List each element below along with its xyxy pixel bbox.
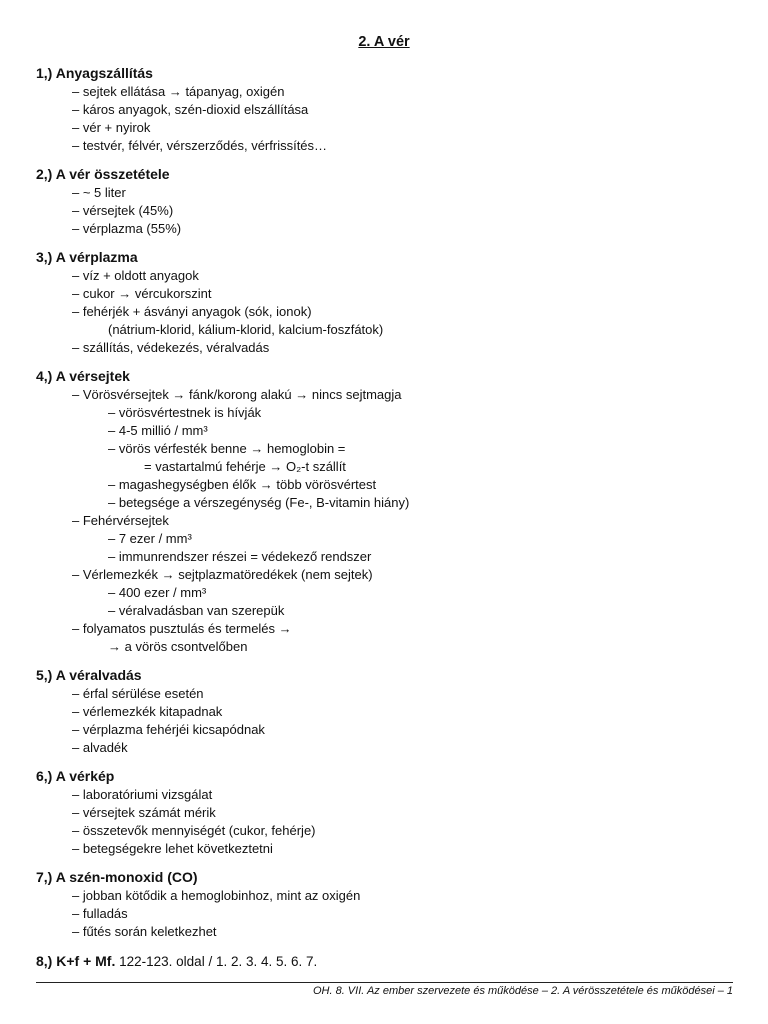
- list-item: – szállítás, védekezés, véralvadás: [72, 340, 270, 355]
- reference-line: [36, 951, 736, 971]
- list-item: – vérplazma fehérjéi kicsapódnak: [72, 722, 265, 737]
- list-item: – vér + nyirok: [72, 120, 151, 135]
- footer-divider: [36, 982, 733, 983]
- list-item: – alvadék: [72, 740, 128, 755]
- list-item: – immunrendszer részei = védekező rendszer: [108, 549, 372, 564]
- list-item: – vérsejtek (45%): [72, 203, 174, 218]
- section-spacer: [36, 858, 736, 868]
- section-heading: 3,) A vérplazma: [36, 249, 138, 265]
- list-item: – vérsejtek számát mérik: [72, 805, 216, 820]
- section-heading: 7,) A szén-monoxid (CO): [36, 869, 198, 885]
- list-item: – Vérlemezkék → sejtplazmatöredékek (nem sejtek): [72, 567, 373, 582]
- section-2: [36, 165, 736, 248]
- page-footer: OH. 8. VII. Az ember szervezete és működése – 2. A vérösszetétele és működései – 1: [312, 985, 733, 997]
- list-item: – víz + oldott anyagok: [72, 268, 199, 283]
- section-heading: 4,) A vérsejtek: [36, 368, 130, 384]
- list-item: – káros anyagok, szén-dioxid elszállítása: [72, 102, 309, 117]
- list-item: – Fehérvérsejtek: [72, 513, 169, 528]
- list-item: – véralvadásban van szerepük: [108, 603, 285, 618]
- list-item: – vérplazma (55%): [72, 221, 182, 236]
- section-3: [36, 248, 736, 367]
- section-spacer: [36, 757, 736, 767]
- list-item: – sejtek ellátása → tápanyag, oxigén: [72, 84, 285, 99]
- list-item: – cukor → vércukorszint: [72, 286, 212, 301]
- section-spacer: [36, 155, 736, 165]
- section-5: [36, 666, 736, 767]
- list-item: – érfal sérülése esetén: [72, 686, 204, 701]
- section-heading: 2,) A vér összetétele: [36, 166, 170, 182]
- section-7: [36, 868, 736, 951]
- page-title: 2. A vér: [358, 34, 410, 50]
- section-spacer: [36, 238, 736, 248]
- list-item: – magashegységben élők → több vörösvértest: [108, 477, 377, 492]
- list-item: – betegsége a vérszegénység (Fe-, B-vitamin hiány): [108, 495, 410, 510]
- list-item: → a vörös csontvelőben: [108, 639, 248, 654]
- list-item: – 400 ezer / mm³: [108, 585, 207, 600]
- section-4: [36, 367, 736, 666]
- list-item: – folyamatos pusztulás és termelés →: [72, 621, 292, 636]
- list-item: – ~ 5 liter: [72, 185, 126, 200]
- list-item: (nátrium-klorid, kálium-klorid, kalcium-foszfátok): [108, 322, 384, 337]
- section-heading: 5,) A véralvadás: [36, 667, 142, 683]
- list-item: – testvér, félvér, vérszerződés, vérfrissítés…: [72, 138, 328, 153]
- list-item: – fehérjék + ásványi anyagok (sók, ionok): [72, 304, 312, 319]
- section-spacer: [36, 941, 736, 951]
- list-item: – betegségekre lehet következtetni: [72, 841, 273, 856]
- reference-label: 8,) K+f + Mf.: [36, 953, 116, 969]
- section-heading: 6,) A vérkép: [36, 768, 115, 784]
- list-item: – 4-5 millió / mm³: [108, 423, 208, 438]
- section-6: [36, 767, 736, 868]
- list-item: – vérlemezkék kitapadnak: [72, 704, 223, 719]
- list-item: – vörös vérfesték benne → hemoglobin =: [108, 441, 346, 456]
- list-item: – összetevők mennyiségét (cukor, fehérje): [72, 823, 316, 838]
- section-spacer: [36, 357, 736, 367]
- list-item: – fulladás: [72, 906, 128, 921]
- list-item: – fűtés során keletkezhet: [72, 924, 217, 939]
- list-item: – 7 ezer / mm³: [108, 531, 192, 546]
- list-item: – Vörösvérsejtek → fánk/korong alakú → nincs sejtmagja: [72, 387, 402, 402]
- list-item: – vörösvértestnek is hívják: [108, 405, 262, 420]
- reference-pages: 122-123. oldal / 1. 2. 3. 4. 5. 6. 7.: [119, 954, 318, 969]
- list-item: – laboratóriumi vizsgálat: [72, 787, 213, 802]
- section-1: [36, 64, 736, 165]
- list-item: – jobban kötődik a hemoglobinhoz, mint az oxigén: [72, 888, 361, 903]
- list-item: = vastartalmú fehérje → O₂-t szállít: [144, 459, 346, 474]
- section-heading: 1,) Anyagszállítás: [36, 65, 153, 81]
- section-spacer: [36, 656, 736, 666]
- document-body: [36, 64, 736, 971]
